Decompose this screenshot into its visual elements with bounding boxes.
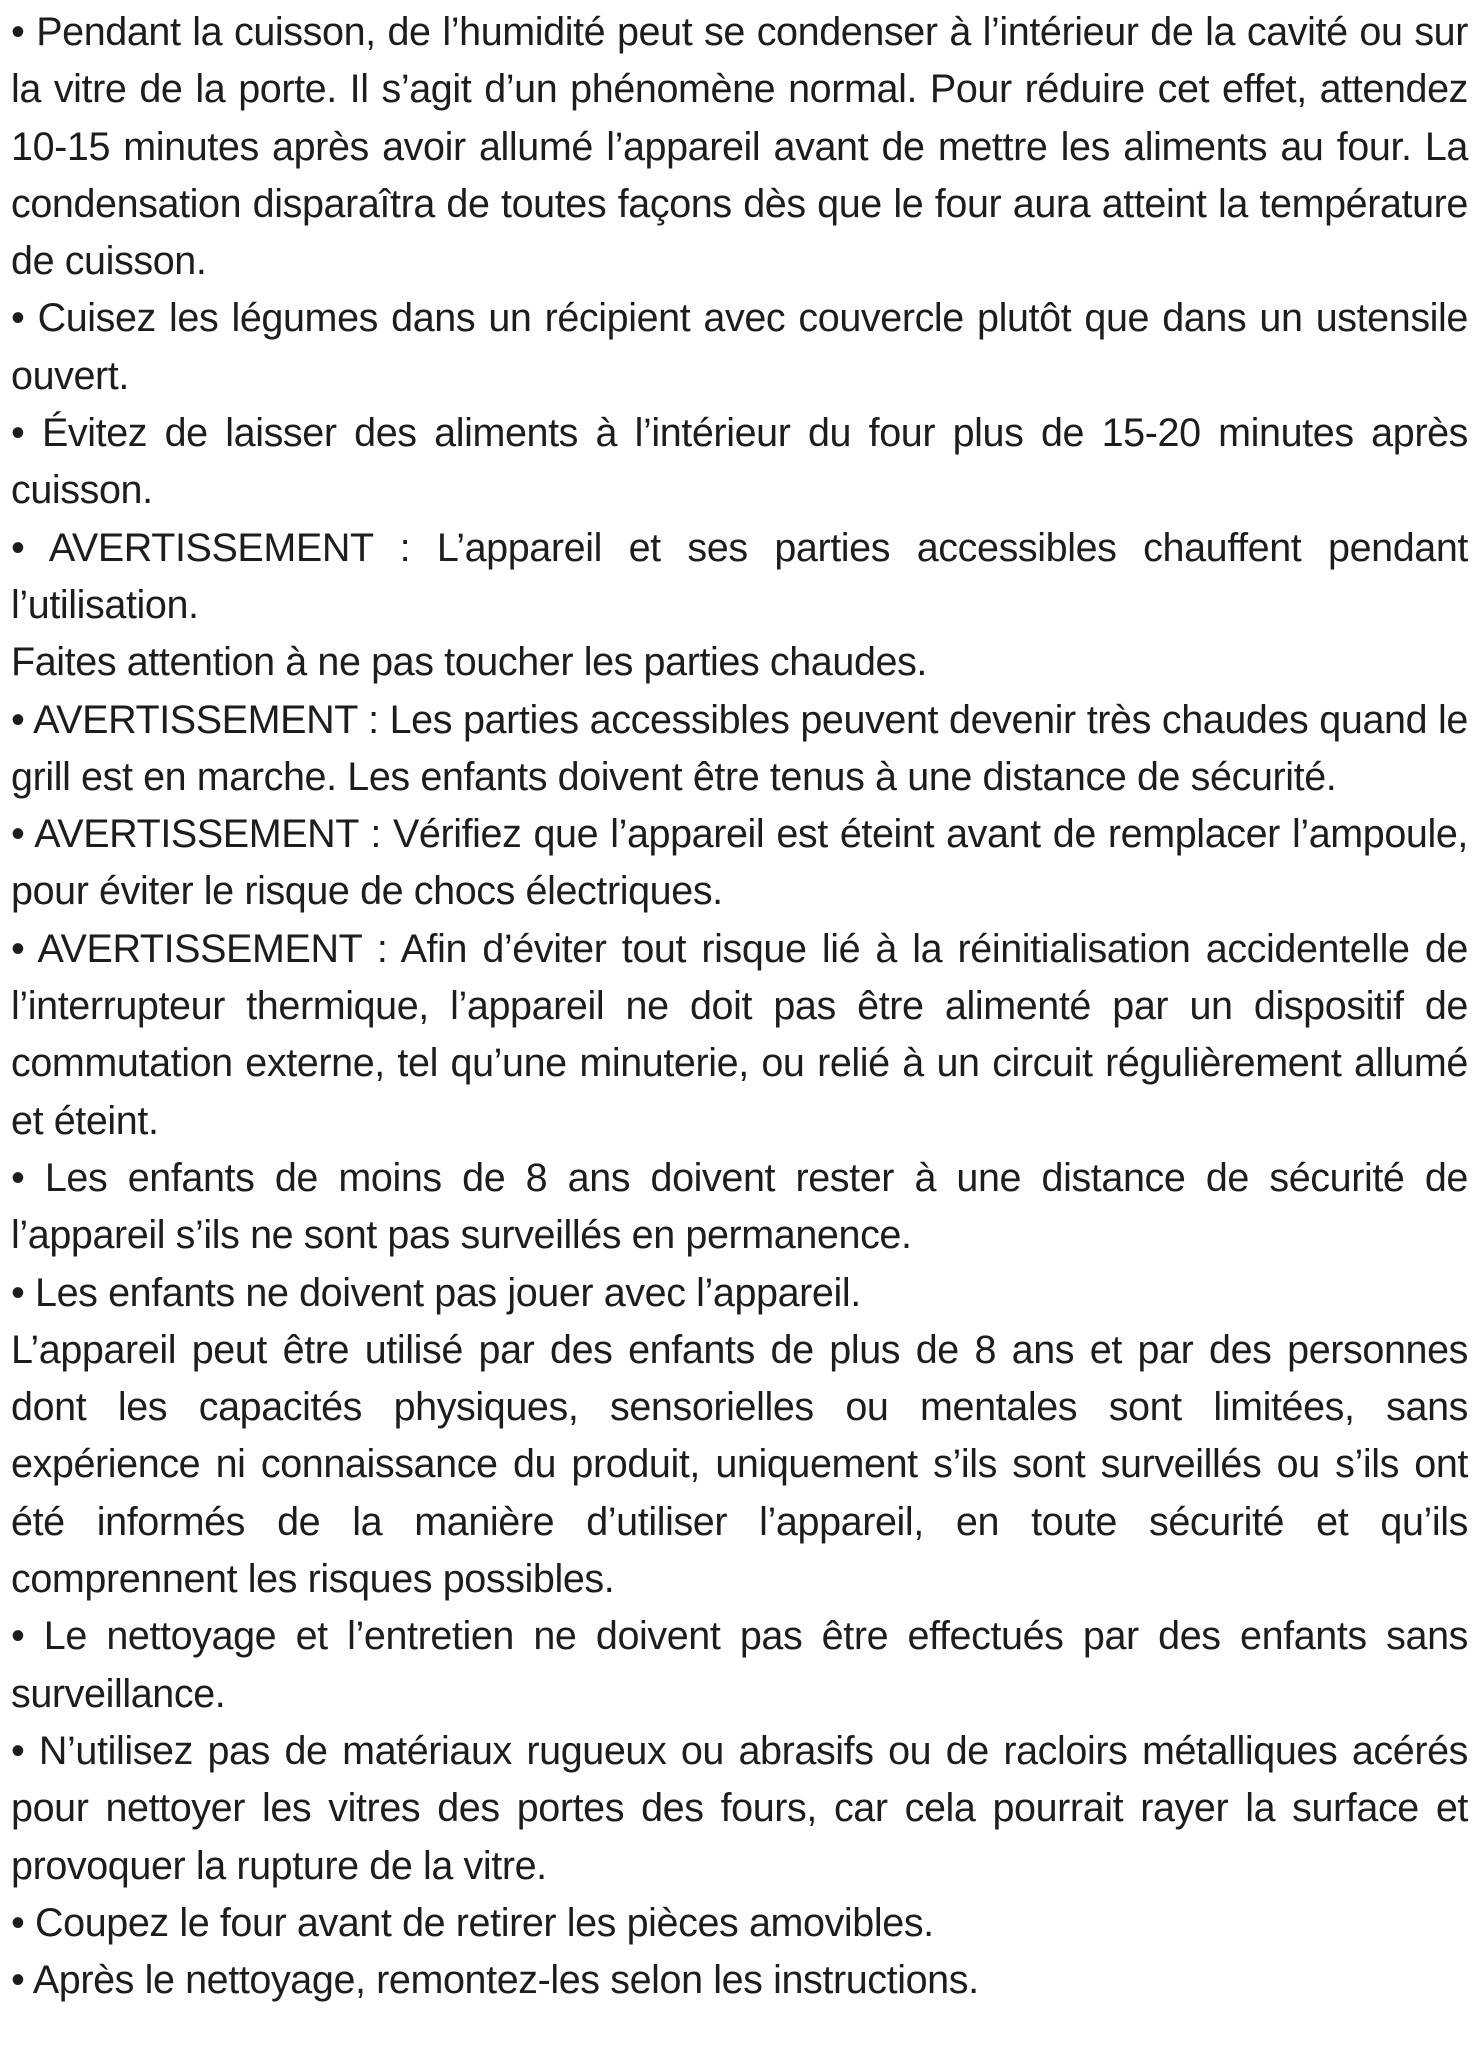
- paragraph-warning-hot-parts: • AVERTISSEMENT : L’appareil et ses parties accessibles chauffent pendant l’utilisation.: [11, 525, 1468, 627]
- paragraph-leftover-food: • Évitez de laisser des aliments à l’intérieur du four plus de 15-20 minutes après cuisson.: [11, 411, 1468, 513]
- paragraph-children-play: • Les enfants ne doivent pas jouer avec l’appareil.: [11, 1270, 861, 1315]
- paragraph-switch-off: • Coupez le four avant de retirer les pièces amovibles.: [11, 1900, 934, 1945]
- paragraph-supervised-use: L’appareil peut être utilisé par des enfants de plus de 8 ans et par des personnes dont les capacités physiques, sensorielles ou mentales sont limitées, sans expérience ni connaissance du produit, uniquement s’ils sont surveillés ou s’ils ont été informés de la manière d’utiliser l’appareil, en toute sécurité et qu’ils comprennent les risques possibles.: [11, 1327, 1468, 1602]
- paragraph-warning-bulb: • AVERTISSEMENT : Vérifiez que l’appareil est éteint avant de remplacer l’ampoule, pour éviter le risque de chocs électriques.: [11, 812, 1468, 914]
- document-page: [0, 4, 1482, 2066]
- paragraph-hot-parts-caution: Faites attention à ne pas toucher les parties chaudes.: [11, 640, 928, 685]
- paragraph-warning-thermal-cutout: • AVERTISSEMENT : Afin d’éviter tout risque lié à la réinitialisation accidentelle de l’interrupteur thermique, l’appareil ne doit pas être alimenté par un dispositif de commutation externe, tel qu’une minuterie, ou relié à un circuit régulièrement allumé et éteint.: [11, 926, 1468, 1143]
- paragraph-cleaning-children: • Le nettoyage et l’entretien ne doivent pas être effectués par des enfants sans surveillance.: [11, 1614, 1468, 1716]
- paragraph-abrasive-materials: • N’utilisez pas de matériaux rugueux ou abrasifs ou de racloirs métalliques acérés pour nettoyer les vitres des portes des fours, car cela pourrait rayer la surface et provoquer la rupture de la vitre.: [11, 1728, 1468, 1888]
- paragraph-warning-grill: • AVERTISSEMENT : Les parties accessibles peuvent devenir très chaudes quand le grill est en marche. Les enfants doivent être tenus à une distance de sécurité.: [11, 697, 1468, 799]
- paragraph-condensation: • Pendant la cuisson, de l’humidité peut se condenser à l’intérieur de la cavité ou sur la vitre de la porte. Il s’agit d’un phénomène normal. Pour réduire cet effet, attendez 10-15 minutes après avoir allumé l’appareil avant de mettre les aliments au four. La condensation disparaîtra de toutes façons dès que le four aura atteint la température de cuisson.: [11, 10, 1468, 284]
- paragraph-vegetables: • Cuisez les légumes dans un récipient avec couvercle plutôt que dans un ustensile ouvert.: [11, 296, 1468, 398]
- paragraph-reassemble: • Après le nettoyage, remontez-les selon les instructions.: [11, 1958, 979, 2003]
- paragraph-children-distance: • Les enfants de moins de 8 ans doivent rester à une distance de sécurité de l’appareil s’ils ne sont pas surveillés en permanence.: [11, 1155, 1468, 1258]
